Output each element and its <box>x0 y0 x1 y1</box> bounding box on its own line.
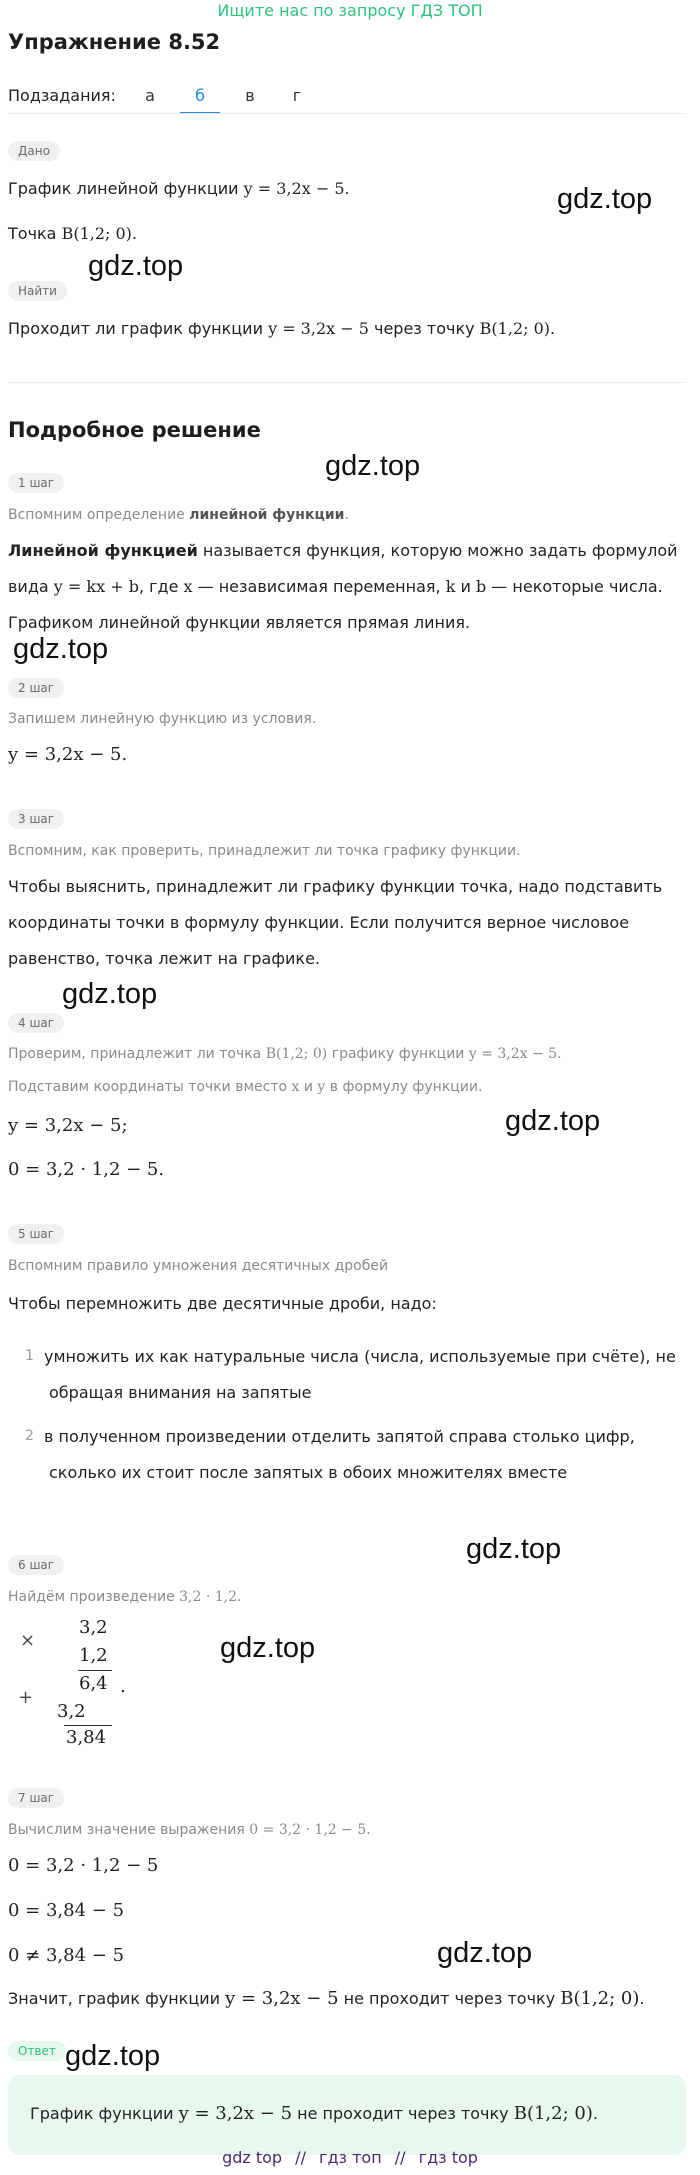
step-1-hint: Вспомним определение линейной функции. <box>8 507 349 523</box>
top-search-hint[interactable]: Ищите нас по запросу ГДЗ ТОП <box>217 1 483 20</box>
tab-g[interactable]: г <box>292 86 302 105</box>
multiplier: 1,2 <box>79 1645 108 1666</box>
step-6-badge: 6 шаг <box>8 1554 64 1575</box>
step-1-text-1: Линейной функцией называется функция, которую можно задать формулой <box>8 541 678 560</box>
tab-b[interactable]: б <box>195 86 205 105</box>
watermark: gdz.top <box>437 1937 533 1969</box>
partial-product-1: 6,4 <box>79 1673 108 1694</box>
step-2-badge: 2 шаг <box>8 677 64 698</box>
tab-v[interactable]: в <box>245 86 255 105</box>
watermark: gdz.top <box>220 1632 316 1664</box>
step-2-hint: Запишем линейную функцию из условия. <box>8 711 317 727</box>
plus-sign: + <box>18 1687 34 1708</box>
step-1-badge: 1 шаг <box>8 472 64 493</box>
step-5-intro: Чтобы перемножить две десятичные дроби, надо: <box>8 1294 437 1313</box>
step-5-badge: 5 шаг <box>8 1223 64 1244</box>
watermark: gdz.top <box>62 978 158 1010</box>
step-3-text-2: координаты точки в формулу функции. Если получится верное числовое <box>8 913 630 932</box>
step-7-formula-2: 0 = 3,84 − 5 <box>8 1900 125 1921</box>
step-3-badge: 3 шаг <box>8 808 64 829</box>
section-divider <box>8 382 686 383</box>
trailing-dot: . <box>120 1676 126 1697</box>
step-1-text-3: Графиком линейной функции является прямая линия. <box>8 613 471 632</box>
watermark: gdz.top <box>466 1533 562 1565</box>
list-item-2-line-1: в полученном произведении отделить запятой справа столько цифр, <box>44 1427 635 1446</box>
footer-separator: // <box>394 2148 406 2167</box>
watermark: gdz.top <box>88 250 184 282</box>
step-4-hint-1: Проверим, принадлежит ли точка B(1,2; 0) графику функции y = 3,2x − 5. <box>8 1046 562 1062</box>
given-badge: Дано <box>8 140 60 161</box>
footer-separator: // <box>295 2148 306 2167</box>
list-item-1-line-1: умножить их как натуральные числа (числа, используемые при счёте), не <box>44 1347 676 1366</box>
step-4-formula-1: y = 3,2x − 5; <box>8 1115 128 1136</box>
list-item-1-line-2: обращая внимания на запятые <box>49 1383 312 1402</box>
tab-a[interactable]: а <box>145 86 155 105</box>
list-number-2: 2 <box>25 1428 34 1444</box>
step-3-hint: Вспомним, как проверить, принадлежит ли точка графику функции. <box>8 843 521 859</box>
given-line-2: Точка B(1,2; 0). <box>8 224 138 243</box>
product-result: 3,84 <box>66 1727 107 1748</box>
footer-link-gdz-top-mixed[interactable]: гдз top <box>418 2148 478 2167</box>
step-6-hint: Найдём произведение 3,2 · 1,2. <box>8 1589 242 1605</box>
step-3-text-1: Чтобы выяснить, принадлежит ли графику функции точка, надо подставить <box>8 877 663 896</box>
mult-line <box>78 1670 112 1671</box>
sum-line <box>64 1725 112 1726</box>
find-question: Проходит ли график функции y = 3,2x − 5 через точку B(1,2; 0). <box>8 319 556 338</box>
list-item-2-line-2: сколько их стоит после запятых в обоих множителях вместе <box>49 1463 568 1482</box>
step-7-formula-3: 0 ≠ 3,84 − 5 <box>8 1945 125 1966</box>
step-2-formula: y = 3,2x − 5. <box>8 744 128 765</box>
tabs-divider <box>8 113 686 114</box>
solution-title: Подробное решение <box>8 418 261 442</box>
step-7-formula-1: 0 = 3,2 · 1,2 − 5 <box>8 1855 159 1876</box>
find-badge: Найти <box>8 280 67 301</box>
page-title: Упражнение 8.52 <box>8 30 221 54</box>
step-7-badge: 7 шаг <box>8 1787 64 1808</box>
list-number-1: 1 <box>25 1348 34 1364</box>
footer-link-gdz-top[interactable]: gdz top <box>222 2148 283 2167</box>
footer-link-gdz-top-ru[interactable]: гдз топ <box>319 2148 382 2167</box>
footer-links <box>0 2148 700 2167</box>
watermark: gdz.top <box>13 633 109 665</box>
watermark: gdz.top <box>557 183 653 215</box>
step-4-badge: 4 шаг <box>8 1012 64 1033</box>
step-4-hint-2: Подставим координаты точки вместо x и y в формулу функции. <box>8 1079 483 1095</box>
step-7-conclusion: Значит, график функции y = 3,2x − 5 не проходит через точку B(1,2; 0). <box>8 1988 645 2009</box>
given-line-1: График линейной функции y = 3,2x − 5. <box>8 179 350 198</box>
step-1-text-2: вида y = kx + b, где x — независимая переменная, k и b — некоторые числа. <box>8 577 663 596</box>
step-3-text-3: равенство, точка лежит на графике. <box>8 949 320 968</box>
answer-text: График функции y = 3,2x − 5 не проходит через точку B(1,2; 0). <box>30 2103 598 2124</box>
watermark: gdz.top <box>325 450 421 482</box>
times-sign: × <box>20 1630 36 1651</box>
step-4-formula-2: 0 = 3,2 · 1,2 − 5. <box>8 1159 165 1180</box>
step-5-hint: Вспомним правило умножения десятичных дробей <box>8 1258 389 1274</box>
watermark: gdz.top <box>65 2040 161 2072</box>
answer-badge: Ответ <box>8 2040 66 2061</box>
partial-product-2: 3,2 <box>57 1701 86 1722</box>
multiplicand: 3,2 <box>79 1617 108 1638</box>
step-7-hint: Вычислим значение выражения 0 = 3,2 · 1,2 − 5. <box>8 1822 371 1838</box>
watermark: gdz.top <box>505 1105 601 1137</box>
subtasks-label: Подзадания: <box>8 86 116 105</box>
